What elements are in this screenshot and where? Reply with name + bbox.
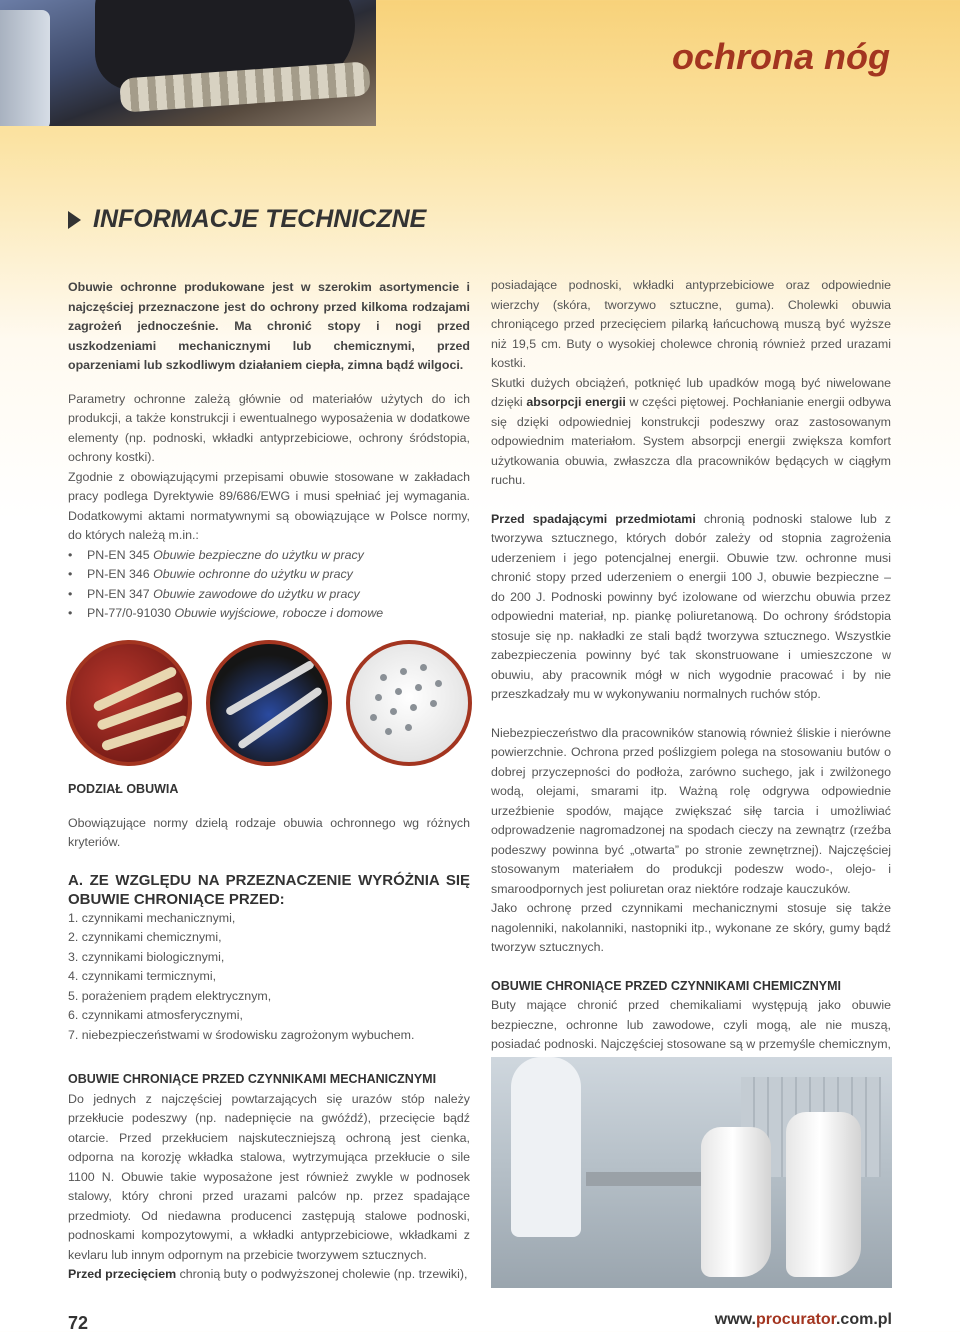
photo-red-leather-shoe	[66, 640, 192, 766]
list-item: 3. czynnikami biologicznymi,	[68, 949, 225, 964]
list-item: 4. czynnikami termicznymi,	[68, 969, 217, 983]
mechanical-text: Do jednych z najczęściej powtarzających się urazów stóp należy przekłucie podeszwy (np. nadepnięcie na gwóźdź), przecięcie bądź otarcie. Przed przekłuciem najskuteczniejszą ochroną jest cienka, odporna na korozję wkładka stalowa, wytrzymująca przekłucie o sile 1100 N. Obuwie takie wyposażone jest również zwykle w podnosek stalowy, który chroni przed urazami palców np. przez spadające przedmioty. Od niedawna producenci zastępują stalowe podnoski, podnoskami kompozytowymi, a wkładki antyprzebiciowe, wkładkami z kevlaru lub innym odpornym na przebicie tworzywem sztucznych.	[68, 1091, 470, 1262]
right-column	[491, 276, 891, 1074]
paragraph-regulations: Zgodnie z obowiązującymi przepisami obuwie stosowane w zakładach pracy podlega Dyrektywie 89/686/EWG i musi spełniać jej wymagania. Dodatkowymi aktami normatywnymi są obowiązujące w Polsce normy, do których należą m.in.:	[68, 469, 470, 542]
page-number: 72	[68, 1313, 89, 1332]
list-item: 6. czynnikami atmosferycznymi,	[68, 1008, 243, 1022]
standards-list	[68, 546, 470, 624]
paragraph-parameters: Parametry ochronne zależą głównie od materiałów użytych do ich produkcji, a także konstrukcji i ewentualnego wyposażenia w dodatkowe elementy (np. podnoski, wkładki antyprzebiciowe, ochrony śródstopia, ochrony kostki).	[68, 391, 470, 464]
list-item: • PN-EN 347 Obuwie zawodowe do użytku w pracy	[68, 585, 470, 605]
boot-left-shape	[701, 1127, 771, 1277]
list-item: • PN-EN 345 Obuwie bezpieczne do użytku w pracy	[68, 546, 470, 566]
list-item: 7. niebezpieczeństwami w środowisku zagrożonym wybuchem.	[68, 1027, 415, 1042]
hero-photo-work-boot	[0, 0, 376, 126]
list-item: • PN-77/0-91030 Obuwie wyjściowe, robocze i domowe	[68, 604, 470, 624]
photo-table-shape	[586, 1172, 716, 1186]
chemical-text: Buty mające chronić przed chemikaliami występują jako obuwie bezpieczne, ochronne lub zawodowe, czyli mogą, ale nie muszą, posiadać podnoski. Najczęściej stosowane są w przemyśle chemicznym,	[491, 998, 891, 1051]
boot-right-shape	[786, 1112, 861, 1277]
paragraph-accessories: Jako ochronę przed czynnikami mechanicznymi stosuje się także nagolenniki, nakolanniki, nastopniki itp., wykonane ze skóry, gumy bądź tworzyw sztucznych.	[491, 901, 891, 954]
triangle-right-icon	[68, 211, 81, 229]
phone-shape	[0, 10, 50, 126]
purpose-heading: A. ZE WZGLĘDU NA PRZEZNACZENIE WYRÓŻNIA SIĘ OBUWIE CHRONIĄCE PRZED:	[68, 871, 470, 908]
chemical-heading: OBUWIE CHRONIĄCE PRZED CZYNNIKAMI CHEMICZNYMI	[491, 978, 841, 993]
photo-white-rubber-boots	[491, 1057, 892, 1288]
photo-perforated-white-shoe	[346, 640, 472, 766]
cut-protection-text: Przed przecięciem chronią buty o podwyższonej cholewie (np. trzewiki),	[68, 1267, 468, 1281]
list-item: • PN-EN 346 Obuwie ochronne do użytku w pracy	[68, 565, 470, 585]
section-title	[68, 205, 426, 234]
lead-paragraph: Obuwie ochronne produkowane jest w szerokim asortymencie i najczęściej przeznaczone jest do ochrony przed kilkoma rodzajami zagrożeń jednocześnie. Ma chronić stopy i nogi przed uszkodzeniami mechanicznymi lub chemicznymi, przed oparzeniami lub szkodliwym działaniem ciepła, zimna bądź wilgoci.	[68, 280, 470, 372]
category-title: ochrona nóg	[672, 36, 890, 77]
left-column-division	[68, 780, 470, 1045]
division-text: Obowiązujące normy dzielą rodzaje obuwia ochronnego wg różnych kryteriów.	[68, 815, 470, 849]
photo-person-shape	[511, 1057, 581, 1237]
paragraph-energy-absorption: Skutki dużych obciążeń, potknięć lub upadków mogą być niwelowane dzięki absorpcji energii w części piętowej. Pochłanianie energii odbywa się dzięki odpowiedniej konstrukcji podeszwy oraz zastosowanym odpowiednim materiałom. System absorpcji energii zwiększa komfort użytkowania obuwia, zwłaszcza dla pracowników będących w ciągłym ruchu.	[491, 375, 892, 487]
left-column-top	[68, 278, 470, 624]
section-title-text: INFORMACJE TECHNICZNE	[93, 205, 427, 233]
website-link[interactable]: www.procurator.com.pl	[714, 1311, 892, 1328]
division-heading: PODZIAŁ OBUWIA	[68, 782, 179, 796]
list-item: 2. czynnikami chemicznymi,	[68, 930, 222, 944]
list-item: 1. czynnikami mechanicznymi,	[68, 910, 236, 925]
purpose-list	[68, 909, 470, 1046]
paragraph-slip: Niebezpieczeństwo dla pracowników stanowią również śliskie i nierówne powierzchnie. Ochrona przed poślizgiem polega na stosowaniu butów o dobrej przyczepności do podłoża, zarówno suchego, jak i zwilżonego wodą, olejami, smarami itp. Ważną rolę odgrywa odpowiednie urzeźbienie spodów, mające zwiększać siłę tarcia i umożliwiać odprowadzenie nagromadzonej na spodach cieczy na zewnątrz (rzeźba podeszwy powinna być „otwarta” po stronie zewnętrznej). Najczęściej stosowanym materiałem do produkcji podeszw wodo-, olejo- i smaroodpornych jest poliuretan oraz niektóre rodzaje kauczuków.	[491, 725, 891, 896]
photo-black-blue-shoe	[206, 640, 332, 766]
paragraph-cut-boots: posiadające podnoski, wkładki antyprzebiciowe oraz odpowiednie wierzchy (skóra, tworzywo sztuczne, guma). Cholewki obuwia chroniącego przed przecięciem pilarką łańcuchową muszą być wyższe niż 19,5 cm. Buty o wysokiej cholewce chronią również przed urazami kostki.	[491, 278, 891, 370]
list-item: 5. porażeniem prądem elektrycznym,	[68, 988, 272, 1003]
paragraph-falling-objects: Przed spadającymi przedmiotami chronią podnoski stalowe lub z tworzywa sztucznego, których dobór zależy od stopnia zagrożenia uderzeniem i jego potencjalnej energii. Obuwie tzw. ochronne musi chronić stopy przed uderzeniem o energii 100 J, obuwie bezpieczne – do 200 J. Podnoski powinny być izolowane od wierzchu obuwia przez odpowiedni materiał, np. piankę poliuretanową. Do ochrony śródstopia stosuje się np. nakładki ze stali bądź tworzywa sztucznego. Wszystkie zabezpieczenia powinny być tak skonstruowane i umieszczone w obuwiu, aby pracownik mógł w nich wygodnie pracować i by nie przeszkadzały mu w wykonywaniu normalnych ruchów stóp.	[491, 511, 891, 701]
left-column-mechanical	[68, 1070, 470, 1285]
mechanical-heading: OBUWIE CHRONIĄCE PRZED CZYNNIKAMI MECHANICZNYMI	[68, 1072, 437, 1086]
